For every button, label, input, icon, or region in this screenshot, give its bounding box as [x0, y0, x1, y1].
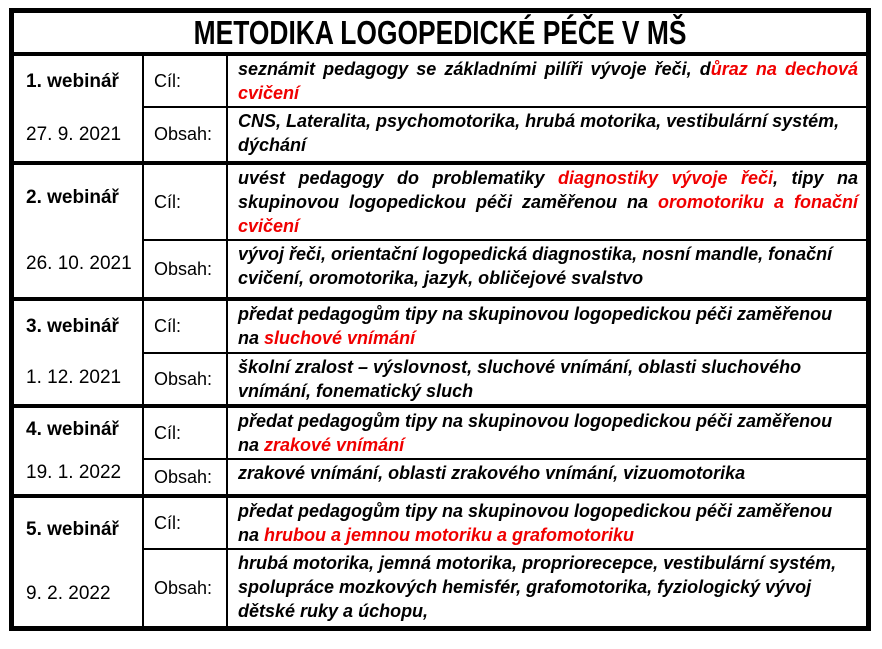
webinar-date-wrap	[26, 353, 142, 405]
goal-label: Cíl:	[142, 56, 226, 108]
content-text: CNS, Lateralita, psychomotorika, hrubá motorika, vestibulární systém, dýchání	[226, 108, 866, 161]
goal-label: Cíl:	[142, 301, 226, 354]
webinar-1-cell	[14, 56, 142, 161]
content-label: Obsah:	[142, 241, 226, 297]
goal-text: uvést pedagogy do problematiky diagnostiky vývoje řeči, tipy na skupinovou logopedickou péči zaměřenou na oromotoriku a fonační cvičení	[226, 165, 866, 241]
goal-label: Cíl:	[142, 408, 226, 460]
webinar-name-wrap	[26, 408, 142, 451]
webinar-date-wrap	[26, 231, 142, 297]
content-label: Obsah:	[142, 108, 226, 161]
goal-text: seznámit pedagogy se základními pilíři vývoje řeči, důraz na dechová cvičení	[226, 56, 866, 108]
webinar-date-wrap	[26, 562, 142, 626]
webinar-block-5	[14, 494, 866, 626]
webinar-date: 1. 12. 2021	[26, 367, 122, 389]
goal-text: předat pedagogům tipy na skupinovou logopedickou péči zaměřenou na zrakové vnímání	[226, 408, 866, 460]
webinar-name-wrap	[26, 498, 142, 562]
webinar-block-1	[14, 56, 866, 161]
content-label: Obsah:	[142, 460, 226, 494]
webinar-name-wrap	[26, 165, 142, 231]
goal-label: Cíl:	[142, 165, 226, 241]
content-text: zrakové vnímání, oblasti zrakového vnímání, vizuomotorika	[226, 460, 866, 494]
webinar-date-wrap	[26, 109, 142, 162]
webinar-name: 5. webinář	[26, 519, 119, 540]
table-title-row	[14, 13, 866, 56]
webinar-date-wrap	[26, 451, 142, 494]
webinar-name: 1. webinář	[26, 71, 119, 93]
webinar-block-2	[14, 161, 866, 297]
webinar-2-cell	[14, 165, 142, 297]
goal-label: Cíl:	[142, 498, 226, 550]
webinar-4-cell	[14, 408, 142, 494]
content-text: školní zralost – výslovnost, sluchové vnímání, oblasti sluchového vnímání, fonematický sluch	[226, 354, 866, 404]
content-label: Obsah:	[142, 354, 226, 404]
goal-text: předat pedagogům tipy na skupinovou logopedickou péči zaměřenou na sluchové vnímání	[226, 301, 866, 354]
content-text: vývoj řeči, orientační logopedická diagnostika, nosní mandle, fonační cvičení, oromotorika, jazyk, obličejové svalstvo	[226, 241, 866, 297]
methodology-table	[9, 8, 871, 631]
webinar-date: 19. 1. 2022	[26, 461, 122, 483]
webinar-name-wrap	[26, 301, 142, 353]
webinar-3-cell	[14, 301, 142, 404]
webinar-name: 2. webinář	[26, 187, 119, 208]
webinar-block-3	[14, 297, 866, 404]
webinar-5-cell	[14, 498, 142, 626]
webinar-date: 26. 10. 2021	[26, 253, 132, 274]
goal-text: předat pedagogům tipy na skupinovou logopedickou péči zaměřenou na hrubou a jemnou motoriku a grafomotoriku	[226, 498, 866, 550]
content-label: Obsah:	[142, 550, 226, 626]
webinar-name: 3. webinář	[26, 315, 119, 337]
webinar-date: 9. 2. 2022	[26, 583, 111, 604]
webinar-date: 27. 9. 2021	[26, 123, 122, 145]
webinar-name: 4. webinář	[26, 418, 119, 440]
webinar-block-4	[14, 404, 866, 494]
page-title: METODIKA LOGOPEDICKÉ PÉČE V MŠ	[193, 13, 687, 51]
content-text: hrubá motorika, jemná motorika, propriorecepce, vestibulární systém, spolupráce mozkových hemisfér, grafomotorika, fyziologický vývoj dětské ruky a úchopu,	[226, 550, 866, 626]
webinar-name-wrap	[26, 56, 142, 109]
